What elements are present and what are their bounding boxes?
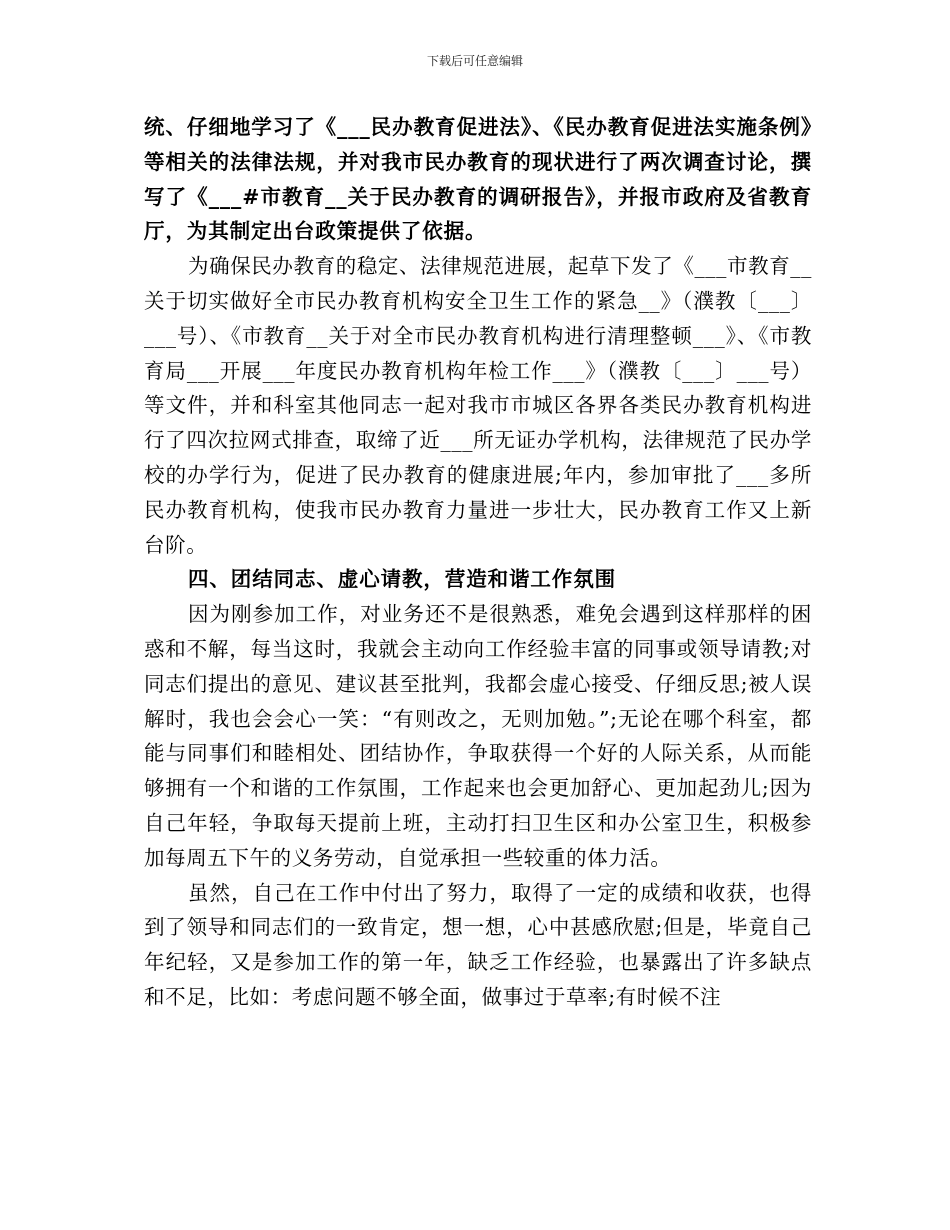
paragraph-shortcomings: 虽然，自己在工作中付出了努力，取得了一定的成绩和收获，也得到了领导和同志们的一致肯定，想一想，心中甚感欣慰;但是，毕竟自己年纪轻，又是参加工作的第一年，缺乏工作经验，也暴露出了许多缺点和不足，比如：考虑问题不够全面，做事过于草率;有时候不注 (144, 880, 812, 1009)
paragraph-study-laws: 统、仔细地学习了《___民办教育促进法》、《民办教育促进法实施条例》等相关的法律法规，并对我市民办教育的现状进行了两次调查讨论，撰写了《___#市教育__关于民办教育的调研报告》，并报市政府及省教育厅，为其制定出台政策提供了依据。 (144, 115, 812, 244)
section-heading-four: 四、团结同志、虚心请教，营造和谐工作氛围 (188, 567, 616, 592)
document-body (144, 110, 812, 1015)
page-header-note: 下载后可任意编辑 (426, 54, 523, 68)
paragraph-teamwork: 因为刚参加工作，对业务还不是很熟悉，难免会遇到这样那样的困惑和不解，每当这时，我就会主动向工作经验丰富的同事或领导请教;对同志们提出的意见、建议甚至批判，我都会虚心接受、仔细反思;被人误解时，我也会会心一笑：“有则改之，无则加勉。”;无论在哪个科室，都能与同事们和睦相处、团结协作，争取获得一个好的人际关系，从而能够拥有一个和谐的工作氛围，工作起来也会更加舒心、更加起劲儿;因为自己年轻，争取每天提前上班，主动打扫卫生区和办公室卫生，积极参加每周五下午的义务劳动，自觉承担一些较重的体力活。 (144, 602, 812, 870)
paragraph-regulation-documents: 为确保民办教育的稳定、法律规范进展，起草下发了《___市教育__关于切实做好全市民办教育机构安全卫生工作的紧急__》（濮教〔___〕___号）、《市教育__关于对全市民办教育机构进行清理整顿___》、《市教育局___开展___年度民办教育机构年检工作___》（濮教〔___〕___号）等文件，并和科室其他同志一起对我市市城区各界各类民办教育机构进行了四次拉网式排查，取缔了近___所无证办学机构，法律规范了民办学校的办学行为，促进了民办教育的健康进展;年内，参加审批了___多所民办教育机构，使我市民办教育力量进一步壮大，民办教育工作又上新台阶。 (144, 254, 812, 557)
